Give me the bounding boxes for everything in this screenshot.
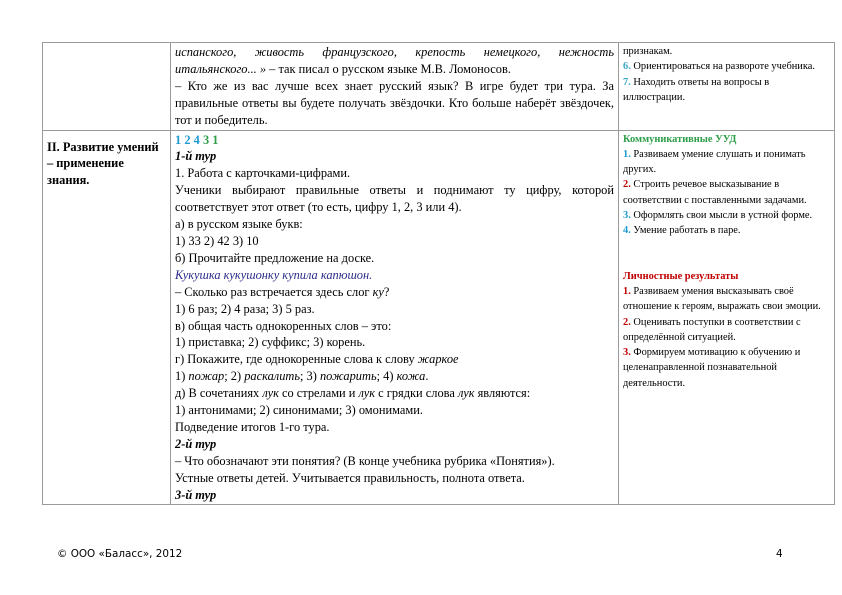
text-run-italic: кожа [396, 369, 426, 384]
outcome-number: 2. [623, 316, 631, 328]
outcome-text: Строить речевое высказывание в соответствии с поставленными задачами. [623, 179, 807, 206]
task-line [175, 368, 614, 385]
stage-title: II. Развитие умений – применение знания. [43, 130, 171, 505]
task-line: 1) 6 раз; 2) 4 раза; 3) 5 раз. [175, 301, 315, 316]
text-run-italic: лук [358, 386, 376, 401]
star-digit: 1 [175, 132, 182, 147]
text-run: – Сколько раз встречается здесь слог [175, 284, 373, 299]
text-run-italic: жаркое [417, 352, 459, 367]
task-line [175, 351, 614, 368]
activity-cell-stage-2 [171, 130, 619, 505]
task-line: 1) антонимами; 2) синонимами; 3) омонимами. [175, 403, 423, 418]
text-run: 1) [175, 369, 189, 384]
task-line: Устные ответы детей. Учитывается правильность, полнота ответа. [175, 470, 525, 485]
outcome-text: Формируем мотивацию к обучению и целенаправленной познавательной деятельности. [623, 347, 801, 389]
task-line: а) в русском языке букв: [175, 217, 303, 232]
outcome-item [623, 177, 830, 208]
outcome-item [623, 284, 830, 315]
outcome-number: 3. [623, 210, 631, 222]
footer-copyright: © ООО «Баласс», 2012 [57, 548, 183, 560]
text-run: ; 2) [224, 369, 245, 384]
outcome-item [623, 147, 830, 178]
outcome-text: Находить ответы на вопросы в иллюстрации. [623, 76, 770, 103]
outcome-text: Оформлять свои мысли в устной форме. [630, 210, 813, 222]
text-run-italic: ку [372, 284, 384, 299]
text-run: ; 3) [300, 369, 320, 384]
text-run-italic: пожарить [319, 369, 377, 384]
outcome-text: Ориентироваться на развороте учебника. [630, 61, 815, 73]
game-intro-text: – Кто же из вас лучше всех знает русский язык? В игре будет три тура. За правильные ответы вы будете получать звёздочки. Кто больше наберёт звёздочек, тот и победитель. [175, 78, 614, 127]
outcome-line: признакам. [623, 46, 673, 57]
task-line: Подведение итогов 1-го тура. [175, 419, 330, 434]
star-digit: 4 [193, 132, 200, 147]
task-line: Ученики выбирают правильные ответы и поднимают ту цифру, которой соответствует этот ответ (то есть, цифру 1, 2, 3 или 4). [175, 183, 614, 215]
task-line: 1. Работа с карточками-цифрами. [175, 166, 351, 181]
task-line: 1) приставка; 2) суффикс; 3) корень. [175, 335, 366, 350]
text-run: являются: [474, 386, 531, 401]
outcomes-cell-stage-2 [619, 130, 835, 505]
outcome-text: Умение работать в паре. [630, 225, 741, 237]
text-run-italic: раскалить [244, 369, 300, 384]
text-run: с грядки слова [375, 386, 458, 401]
outcome-number: 3. [623, 347, 631, 359]
star-digit: 3 [202, 132, 210, 147]
outcome-number: 4. [623, 225, 631, 237]
table-row-intro [43, 43, 835, 131]
lomonosov-quote [175, 44, 614, 78]
outcome-item [623, 315, 830, 346]
activity-cell-intro [171, 43, 619, 131]
text-run-italic: пожар [188, 369, 225, 384]
page-number: 4 [776, 548, 783, 560]
text-run: . [425, 369, 429, 384]
outcome-item [623, 208, 830, 223]
outcome-number: 6. [623, 61, 631, 73]
lesson-table-wrapper [42, 42, 834, 505]
tour-3-heading: 3-й тур [175, 487, 217, 502]
text-run-italic: лук [457, 386, 475, 401]
text-run-italic: лук [262, 386, 279, 401]
board-sentence: Кукушка кукушонку купила капюшон. [175, 267, 373, 282]
table-row-stage-2 [43, 130, 835, 505]
outcome-text: Развиваем умения высказывать своё отношение к героям, выражать свои эмоции. [623, 285, 821, 313]
outcome-text: Оценивать поступки в соответствии с определённой ситуацией. [623, 316, 801, 343]
spacer [623, 239, 830, 269]
outcome-number: 1. [623, 148, 631, 160]
outcome-number: 1. [623, 285, 631, 297]
tour-1-heading: 1-й тур [175, 149, 217, 164]
quote-italic: испанского, живость французского, крепость немецкого, нежность итальянского... » [175, 45, 614, 76]
outcome-item [623, 345, 830, 391]
text-run: ? [383, 284, 390, 299]
outcomes-cell-intro [619, 43, 835, 131]
text-run: д) В сочетаниях [175, 386, 263, 401]
text-run: г) Покажите, где однокоренные слова к слову [175, 352, 418, 367]
tour-2-heading: 2-й тур [175, 436, 217, 451]
task-line: 1) 33 2) 42 3) 10 [175, 233, 259, 248]
outcome-number: 7. [623, 76, 631, 88]
star-digit: 2 [184, 132, 191, 147]
outcome-item-6 [623, 59, 830, 74]
lesson-table [42, 42, 835, 505]
outcome-number: 2. [623, 179, 631, 191]
task-line: б) Прочитайте предложение на доске. [175, 250, 375, 265]
outcome-item [623, 223, 830, 238]
outcome-item-7 [623, 75, 830, 106]
personal-results-heading: Личностные результаты [623, 270, 739, 282]
communicative-uud-heading: Коммуникативные УУД [623, 133, 737, 145]
stage-cell-empty [43, 43, 171, 131]
task-line: в) общая часть однокоренных слов – это: [175, 318, 392, 333]
task-line [175, 385, 614, 402]
outcome-text: Развиваем умение слушать и понимать других. [623, 148, 806, 176]
quote-attribution: – так писал о русском языке М.В. Ломоносов. [266, 61, 511, 76]
task-line [175, 284, 614, 301]
task-line: – Что обозначают эти понятия? (В конце учебника рубрика «Понятия»). [175, 453, 555, 468]
text-run: ; 4) [376, 369, 397, 384]
text-run: со стрелами и [278, 386, 359, 401]
star-digits [175, 132, 614, 149]
star-digit: 1 [212, 132, 219, 147]
